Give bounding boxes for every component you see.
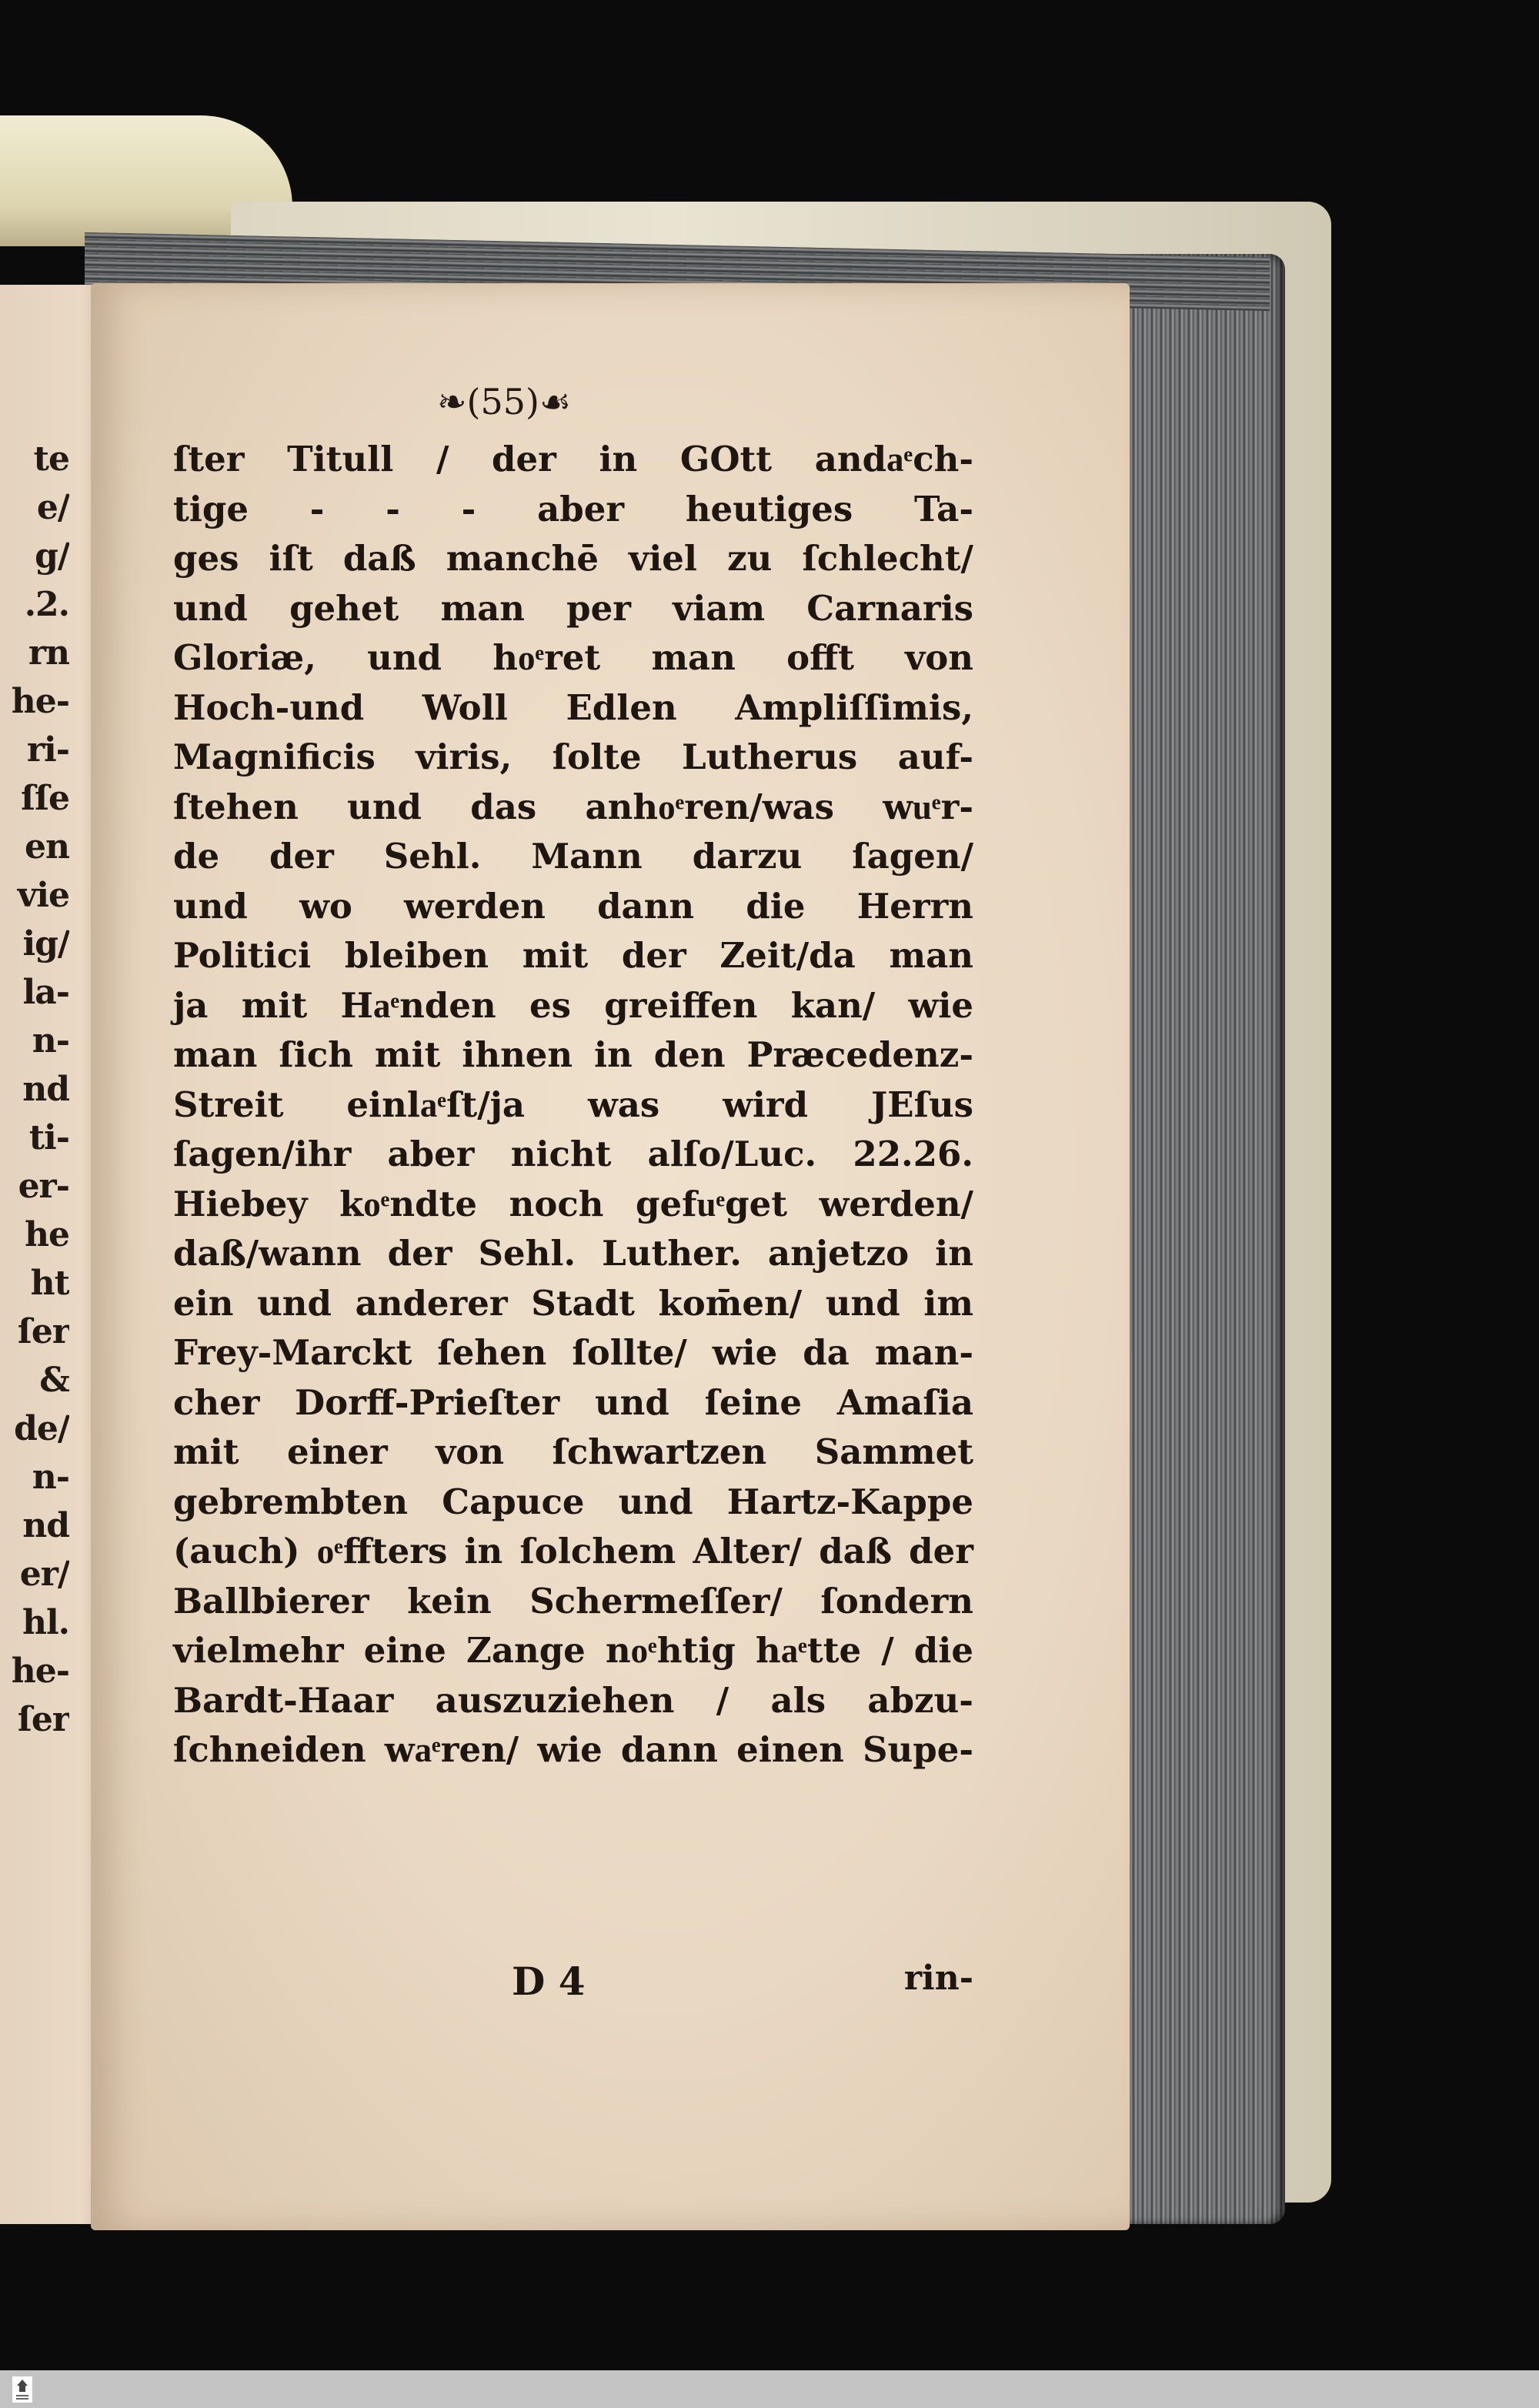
left-text-fragment: he- [11,1652,69,1691]
text-line: und wo werden dann die Herrn [173,885,973,927]
left-text-fragment: .2. [24,585,69,624]
left-text-fragment: en [25,827,69,867]
left-text-fragment: nd [22,1506,69,1545]
left-text-fragment: la- [22,973,69,1012]
left-text-fragment: ſer [17,1700,69,1739]
text-line: de der Sehl. Mann darzu ſagen/ [173,836,973,877]
text-line: ſchneiden waͤren/ wie dann einen Supe- [173,1729,973,1770]
body-text [173,435,973,1775]
text-line: vielmehr eine Zange noͤhtig haͤtte / die [173,1630,973,1671]
library-logo-icon [12,2376,32,2403]
text-line: Politici bleiben mit der Zeit/da man [173,935,973,976]
left-text-fragment: er- [18,1167,69,1206]
left-text-fragment: ti- [28,1118,69,1157]
text-line: Hiebey koͤndte noch gefuͤget werden/ [173,1183,973,1224]
text-line: ſagen/ihr aber nicht alſo/Luc. 22.26. [173,1134,973,1174]
left-text-fragment: n- [32,1458,69,1497]
left-text-fragment: ri- [26,730,69,770]
left-text-fragment: ig/ [22,924,69,964]
left-text-fragment: de/ [14,1409,69,1448]
text-line: gebrembten Capuce und Hartz-Kappe [173,1481,973,1522]
text-line: ein und anderer Stadt kom̄en/ und im [173,1282,973,1324]
text-line: (auch) oͤffters in ſolchem Alter/ daß der [173,1531,973,1571]
left-text-fragment: & [39,1361,69,1400]
text-line: Magnificis viris, ſolte Lutherus auf- [173,736,973,777]
left-text-fragment: te [33,439,69,479]
left-text-fragment: ht [30,1264,69,1303]
left-text-fragment: rn [28,633,69,673]
signature-mark: D 4 [512,1959,586,2004]
text-line: Bardt-Haar auszuziehen / als abzu- [173,1679,973,1721]
page-number-text: (55) [466,381,539,422]
left-text-fragment: he [25,1215,69,1254]
text-line: Hoch-und Woll Edlen Ampliſſimis, [173,686,973,728]
catchword: rin- [903,1959,973,1998]
text-line: daß/wann der Sehl. Luther. anjetzo in [173,1233,973,1274]
text-line: ja mit Haͤnden es greiffen kan/ wie [173,984,973,1026]
page-footer [173,1959,973,2012]
text-line: Gloriæ, und hoͤret man offt von [173,637,973,678]
left-page-text [0,435,69,1744]
left-text-fragment: nd [22,1070,69,1109]
left-text-fragment: ſſe [21,779,69,818]
left-text-fragment: hl. [22,1603,69,1642]
page-block-edge [1120,254,1285,2224]
text-line: cher Dorff-Prieſter und ſeine Amaſia [173,1381,973,1423]
text-line: man ſich mit ihnen in den Præcedenz- [173,1034,973,1075]
text-line: ges iſt daß manchē viel zu ſchlecht/ [173,538,973,579]
page-number [437,381,668,427]
text-line: tige - - - aber heutiges Ta- [173,488,973,529]
left-text-fragment: ſer [17,1312,69,1351]
text-line: Frey-Marckt ſehen ſollte/ wie da man- [173,1332,973,1373]
ornament-right-icon: ☙ [539,381,572,422]
text-line: Streit einlaͤſt/ja was wird JEſus [173,1084,973,1125]
text-line: Ballbierer kein Schermeſſer/ ſondern [173,1580,973,1621]
left-text-fragment: e/ [36,488,69,527]
text-line: ſter Titull / der in GOtt andaͤch- [173,439,973,479]
left-text-fragment: g/ [35,536,69,576]
viewer-footer-bar [0,2370,1539,2408]
left-text-fragment: vie [17,876,69,915]
left-text-fragment: er/ [19,1555,69,1594]
left-text-fragment: he- [11,682,69,721]
left-text-fragment: n- [32,1021,69,1060]
ornament-left-icon: ❧ [437,381,467,422]
text-line: und gehet man per viam Carnaris [173,587,973,629]
text-line: mit einer von ſchwartzen Sammet [173,1431,973,1472]
text-line: ſtehen und das anhoͤren/was wuͤr- [173,786,973,827]
